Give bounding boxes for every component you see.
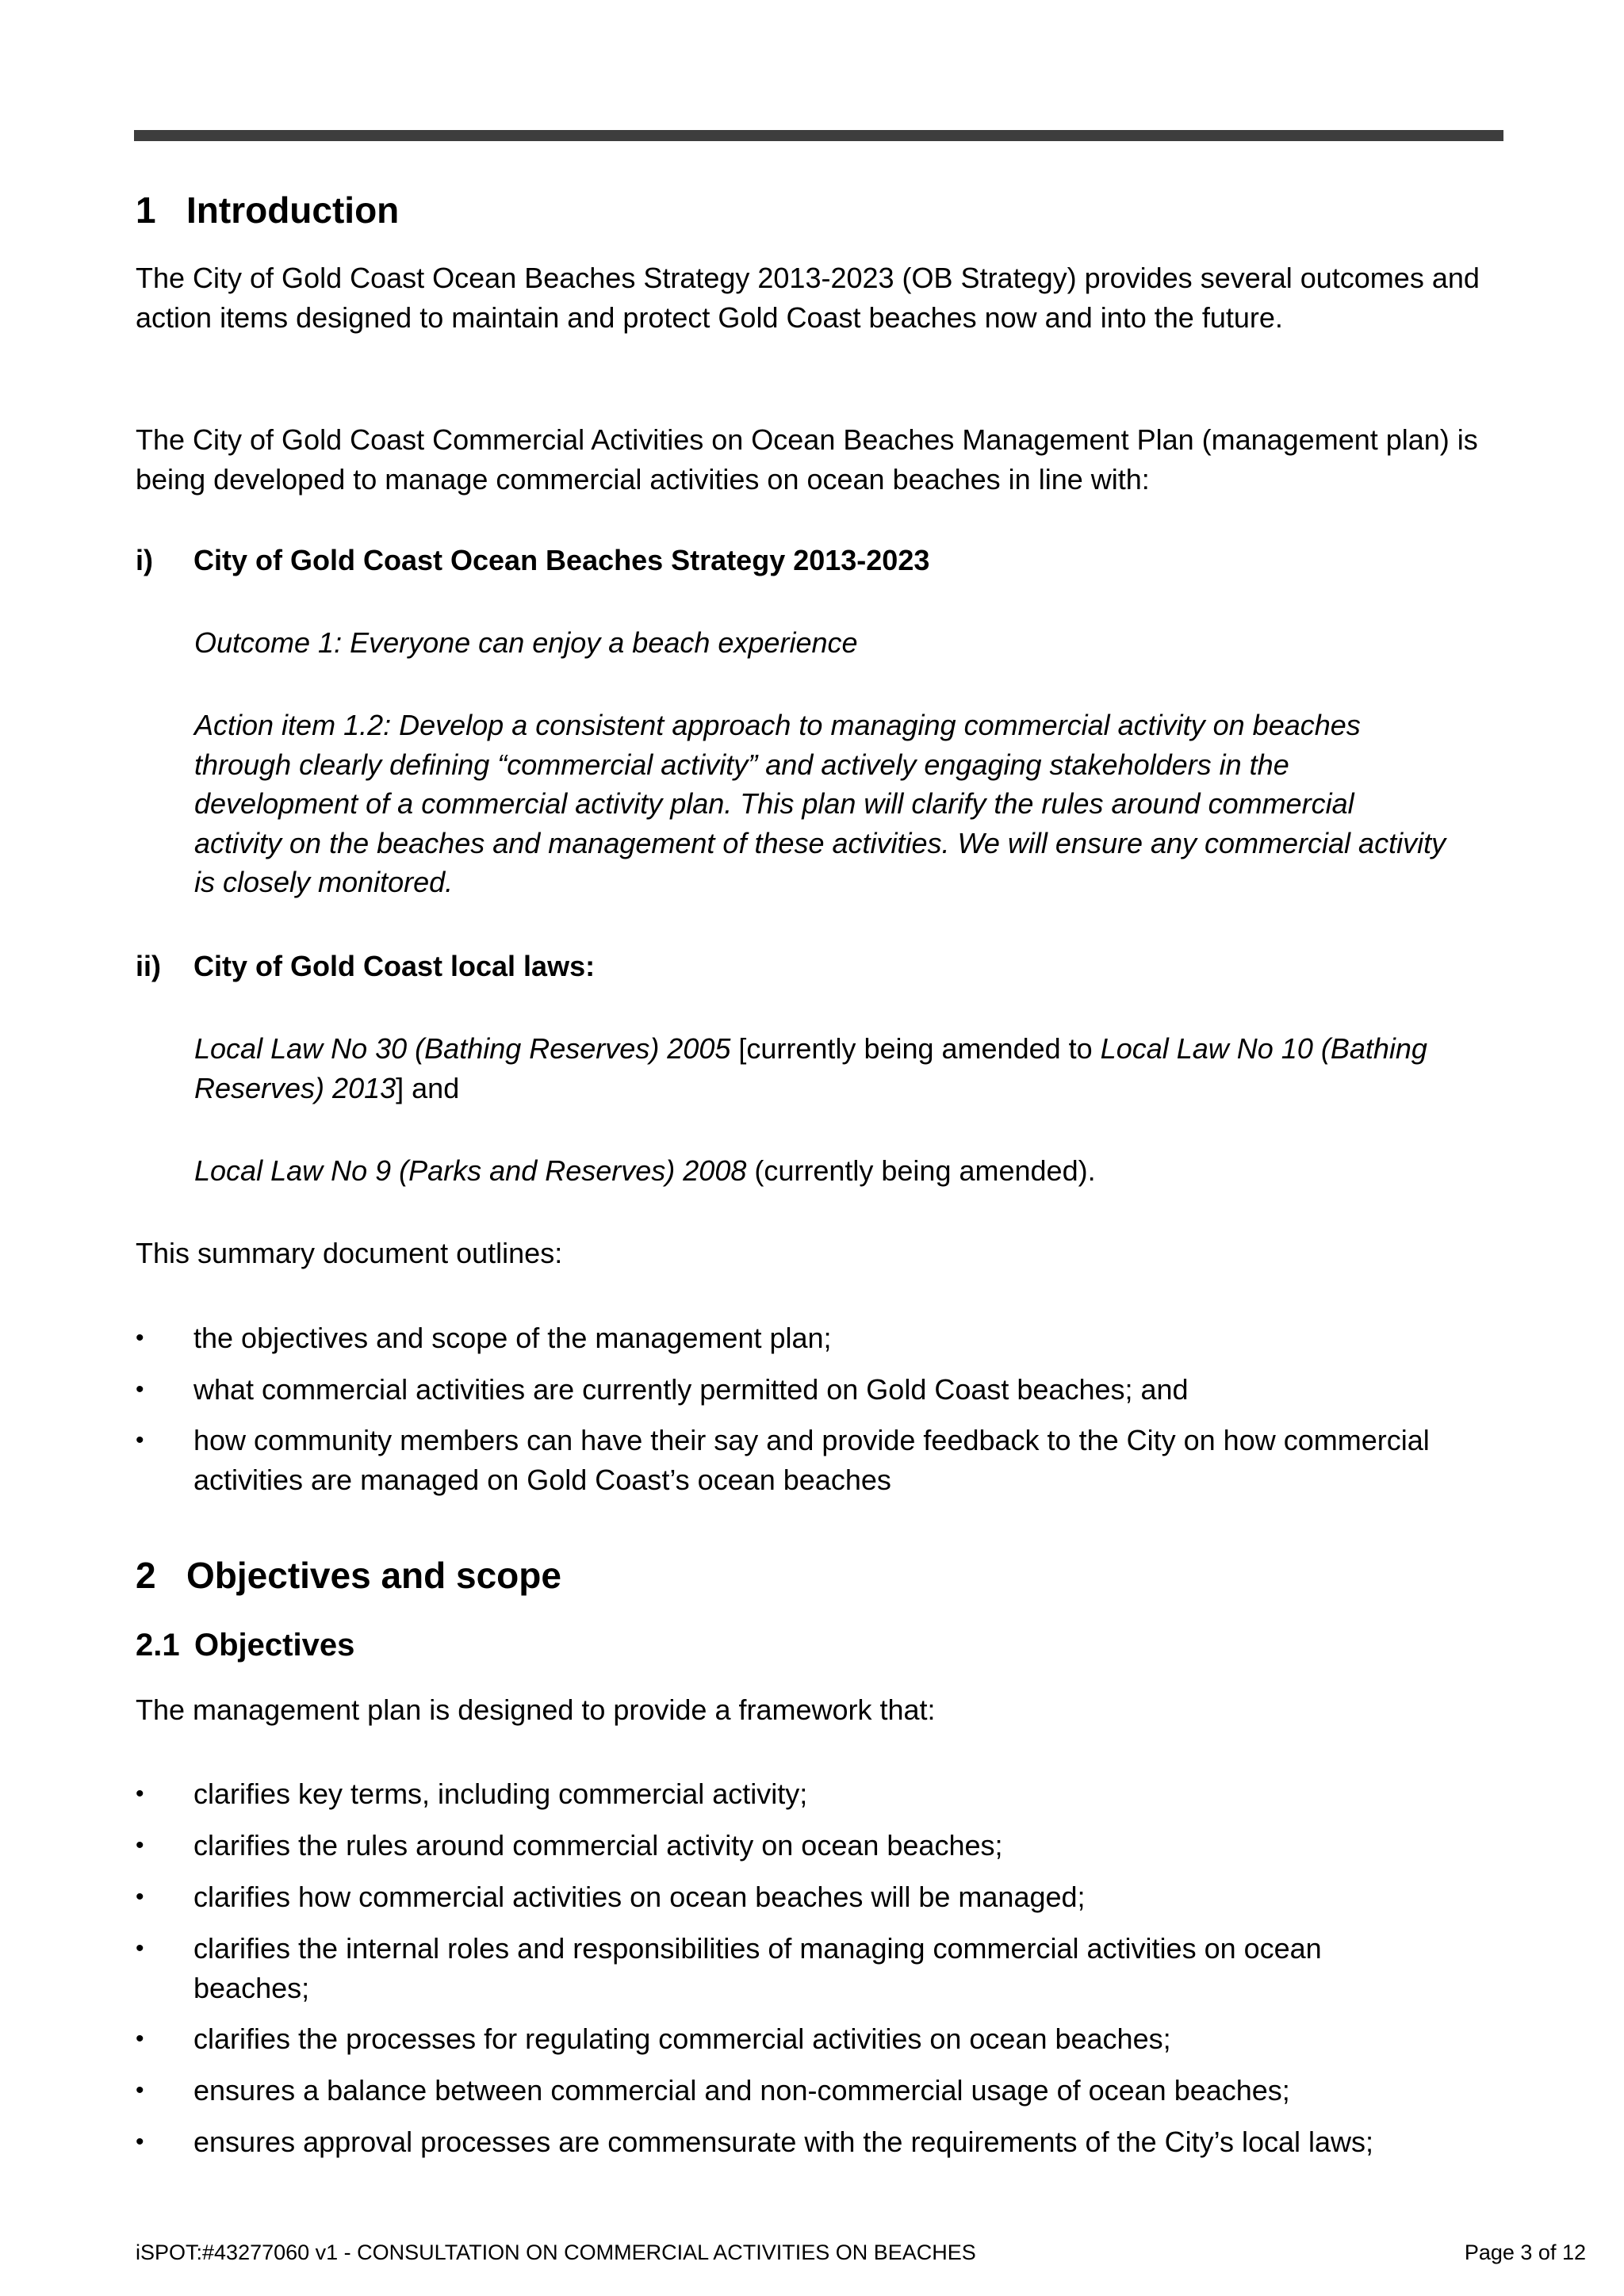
intro-paragraph-2: The City of Gold Coast Commercial Activities on Ocean Beaches Management Plan (management plan) is being developed to manage commercial activities on ocean beaches in line with: xyxy=(136,423,1478,496)
section-title: Introduction xyxy=(186,189,400,231)
list-item xyxy=(136,1877,1500,1917)
local-law-9-text xyxy=(194,1151,1463,1191)
list-item-text: ensures approval processes are commensurate with the requirements of the City’s local laws; xyxy=(193,2126,1374,2158)
intro-paragraph-1: The City of Gold Coast Ocean Beaches Strategy 2013-2023 (OB Strategy) provides several outcomes and action items designed to maintain and protect Gold Coast beaches now and into the future. xyxy=(136,262,1480,334)
bullet-icon: • xyxy=(136,1325,144,1351)
list-item-text: what commercial activities are currently permitted on Gold Coast beaches; and xyxy=(193,1373,1189,1406)
bullet-icon: • xyxy=(136,1376,144,1402)
item-title: City of Gold Coast local laws: xyxy=(193,950,596,982)
section-number: 2 xyxy=(136,1555,156,1596)
list-item xyxy=(136,1318,1500,1358)
list-item xyxy=(136,1929,1500,2008)
bullet-icon: • xyxy=(136,2026,144,2052)
list-item xyxy=(136,2019,1500,2059)
bullet-icon: • xyxy=(136,1935,144,1961)
numbered-item-ii-heading xyxy=(136,947,595,986)
numbered-item-i-heading xyxy=(136,541,929,580)
list-item xyxy=(136,1774,1500,1814)
subsection-heading-objectives xyxy=(136,1625,354,1665)
law-name: Local Law No 10 (Bathing Reserves) 2013 xyxy=(194,1032,1427,1104)
list-item xyxy=(136,2122,1500,2162)
list-item-text: clarifies the processes for regulating commercial activities on ocean beaches; xyxy=(193,2022,1171,2055)
section-number: 1 xyxy=(136,189,156,231)
summary-intro: This summary document outlines: xyxy=(136,1237,563,1269)
list-item-text: how community members can have their say and provide feedback to the City on how commercial activities are managed on Gold Coast’s ocean beaches xyxy=(193,1424,1430,1496)
list-item xyxy=(136,2071,1500,2110)
list-item xyxy=(136,1826,1500,1866)
local-law-30-text xyxy=(194,1029,1431,1108)
item-title: City of Gold Coast Ocean Beaches Strategy 2013-2023 xyxy=(193,544,930,576)
objectives-intro: The management plan is designed to provide a framework that: xyxy=(136,1693,936,1726)
section-heading-objectives-and-scope xyxy=(136,1553,561,1598)
list-item-text: the objectives and scope of the management plan; xyxy=(193,1322,832,1354)
section-heading-introduction xyxy=(136,188,399,232)
list-item-text: clarifies the internal roles and responsibilities of managing commercial activities on ocean beaches; xyxy=(193,1932,1322,2004)
law-name: Local Law No 30 (Bathing Reserves) 2005 xyxy=(194,1032,731,1065)
list-item-text: clarifies how commercial activities on ocean beaches will be managed; xyxy=(193,1881,1086,1913)
item-marker: ii) xyxy=(136,950,161,982)
header-rule xyxy=(134,130,1503,141)
footer-page-number: Page 3 of 12 xyxy=(1464,2241,1586,2264)
law-name: Local Law No 9 (Parks and Reserves) 2008 xyxy=(194,1154,747,1187)
bullet-icon: • xyxy=(136,1832,144,1858)
law-note: ] and xyxy=(396,1071,460,1104)
item-marker: i) xyxy=(136,544,153,576)
outcome-text: Outcome 1: Everyone can enjoy a beach experience xyxy=(194,626,858,659)
action-item-text: Action item 1.2: Develop a consistent approach to managing commercial activity on beaches through clearly defining “commercial activity” and actively engaging stakeholders in the development of a commercial activity plan. This plan will clarify the rules around commercial activity on the beaches and management of these activities. We will ensure any commercial activity is closely monitored. xyxy=(194,709,1446,898)
list-item-text: ensures a balance between commercial and non-commercial usage of ocean beaches; xyxy=(193,2074,1290,2107)
subsection-title: Objectives xyxy=(194,1628,355,1663)
subsection-number: 2.1 xyxy=(136,1628,180,1663)
law-note: [currently being amended to xyxy=(730,1032,1101,1065)
list-item-text: clarifies key terms, including commercial activity; xyxy=(193,1777,808,1810)
section-title: Objectives and scope xyxy=(186,1555,561,1596)
list-item-text: clarifies the rules around commercial activity on ocean beaches; xyxy=(193,1829,1003,1862)
footer-doc-ref: iSPOT:#43277060 v1 - CONSULTATION ON COMMERCIAL ACTIVITIES ON BEACHES xyxy=(136,2241,976,2264)
bullet-icon: • xyxy=(136,1884,144,1910)
bullet-icon: • xyxy=(136,2077,144,2103)
bullet-icon: • xyxy=(136,1427,144,1453)
bullet-icon: • xyxy=(136,1781,144,1807)
bullet-icon: • xyxy=(136,2129,144,2155)
law-note: (currently being amended). xyxy=(746,1154,1096,1187)
list-item xyxy=(136,1421,1500,1500)
list-item xyxy=(136,1370,1500,1410)
